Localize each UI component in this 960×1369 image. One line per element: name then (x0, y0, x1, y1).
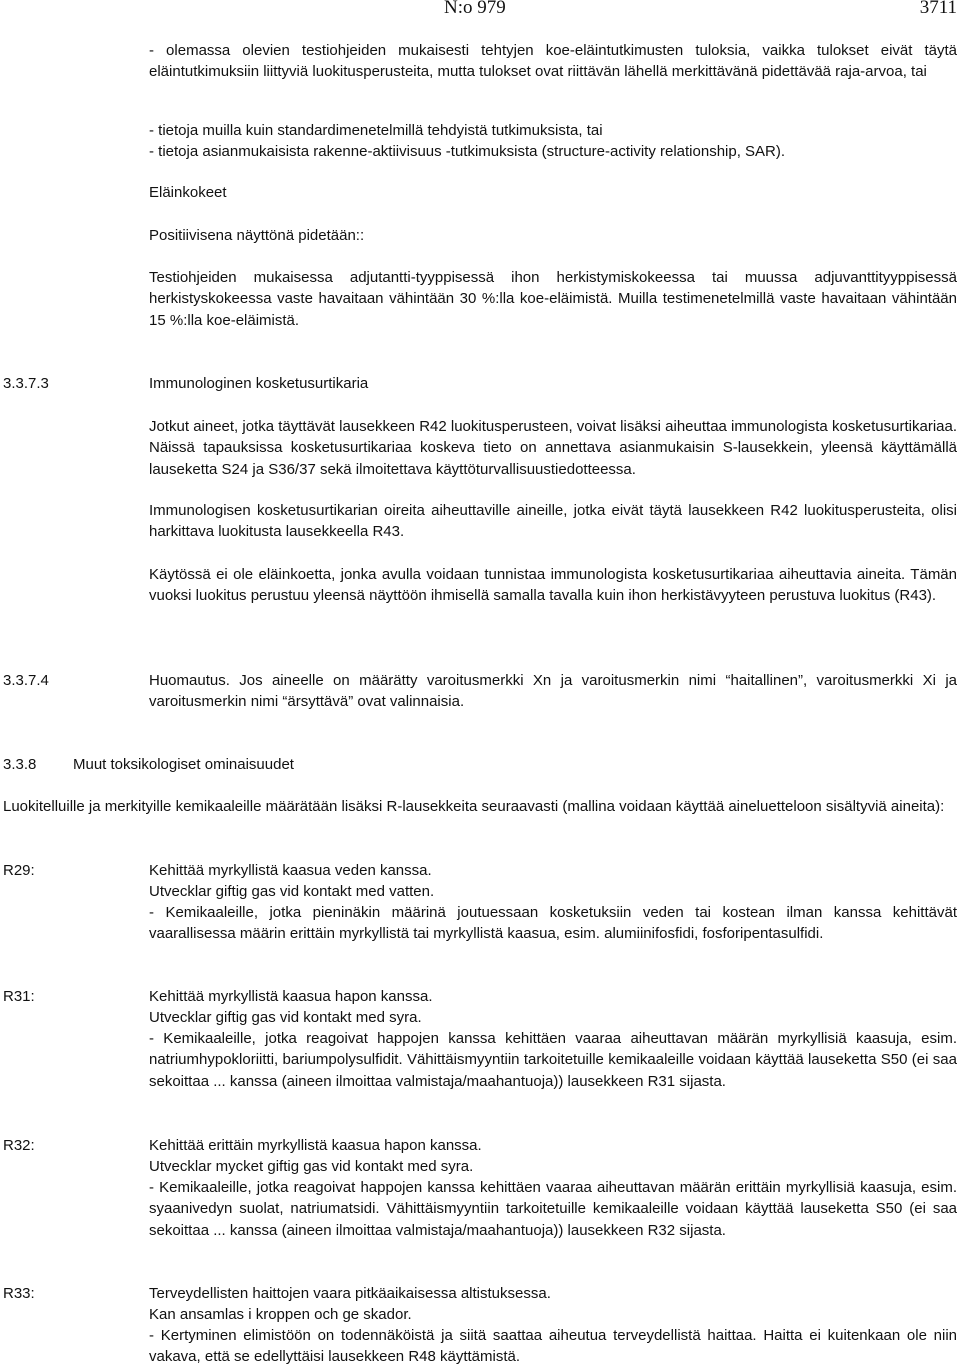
intro-bullet: - tietoja asianmukaisista rakenne-aktiivisuus -tutkimuksista (structure-activity relationship, SAR). (149, 143, 786, 160)
intro-bullet: - tietoja muilla kuin standardimenetelmillä tehdyistä tutkimuksista, tai (149, 122, 603, 139)
r-phrase-swedish: Utvecklar mycket giftig gas vid kontakt med syra. (149, 1158, 474, 1175)
page-number: 3711 (919, 0, 957, 18)
section-paragraph: Käytössä ei ole eläinkoetta, jonka avulla voidaan tunnistaa immunologista kosketusurtikariaa aiheuttavia aineita. Tämän vuoksi luokitus perustuu yleensä näyttöön ihmisellä samalla tavalla kuin ihon herkistävyyteen perustuva luokitus (R43). (149, 566, 957, 605)
r-phrase-swedish: Utvecklar giftig gas vid kontakt med vatten. (149, 883, 435, 900)
r-phrase-description: - Kemikaaleille, jotka pieninäkin määrinä joutuessaan kosketuksiin veden tai kostean ilman kanssa kehittävät vaarallisessa määrin erittäin myrkyllistä tai myrkyllistä kaasua, esim. alumiinifosfidi, fosforipentasulfidi. (149, 904, 957, 943)
note-paragraph: Huomautus. Jos aineelle on määrätty varoitusmerkki Xn ja varoitusmerkin nimi “haitallinen”, varoitusmerkki Xi ja varoitusmerkin nimi “ärsyttävä” ovat valinnaisia. (149, 672, 957, 711)
intro-paragraph: - olemassa olevien testiohjeiden mukaisesti tehtyjen koe-eläintutkimusten tuloksia, vaikka tulokset eivät täytä eläintutkimuksiin liittyviä luokitusperusteita, mutta tulokset ovat riittävän lähellä merkittävänä pidettävää raja-arvoa, tai (149, 42, 957, 81)
section-intro: Luokitelluille ja merkityille kemikaaleille määrätään lisäksi R-lausekkeita seuraavasti (mallina voidaan käyttää aineluetteloon sisältyviä aineita): (3, 798, 945, 815)
r-phrase-description: - Kertyminen elimistöön on todennäköistä ja siitä saattaa aiheutua terveydellistä haittaa. Haitta ei kuitenkaan ole niin vakava, että se edellyttäisi lausekkeen R48 käyttämistä. (149, 1327, 957, 1366)
r-phrase-finnish: Kehittää erittäin myrkyllistä kaasua hapon kanssa. (149, 1137, 482, 1154)
section-number: 3.3.8 (3, 756, 37, 773)
issue-number: N:o 979 (444, 0, 506, 18)
section-title: Muut toksikologiset ominaisuudet (73, 756, 294, 773)
section-paragraph: Jotkut aineet, jotka täyttävät lausekkeen R42 luokitusperusteen, voivat lisäksi aiheuttaa immunologista kosketusurtikariaa. Näissä tapauksissa kosketusurtikariaa koskeva tieto on annettava asianmukaisin S-lausekkein, yleensä käyttämällä lauseketta S24 ja S36/37 sekä ilmoitettava käyttöturvallisuustiedotteessa. (149, 418, 957, 478)
section-title: Immunologinen kosketusurtikaria (149, 375, 369, 392)
r-phrase-code: R33: (3, 1285, 35, 1302)
positive-evidence-paragraph: Testiohjeiden mukaisessa adjutantti-tyyppisessä ihon herkistymiskokeessa tai muussa adjuvanttityyppisessä herkistyskokeessa vaste havaitaan vähintään 30 %:lla koe-eläimistä. Muilla testimenetelmillä vaste havaitaan vähintään 15 %:lla koe-eläimistä. (149, 269, 957, 329)
r-phrase-code: R32: (3, 1137, 35, 1154)
r-phrase-description: - Kemikaaleille, jotka reagoivat happojen kanssa kehittäen vaaraa aiheuttavan määrän erittäin myrkyllisiä kaasuja, esim. syaanivedyn suolat, natriumatsidi. Vähittäismyyntiin tarkoitetuille kemikaaleille voidaan käyttää lauseketta S50 (ei saa sekoittaa ... kanssa (aineen ilmoittaa valmistaja/maahantuoja)) lausekkeen R32 sijasta. (149, 1179, 957, 1239)
positive-evidence-heading: Positiivisena näyttönä pidetään:: (149, 227, 365, 244)
section-number: 3.3.7.4 (3, 672, 49, 689)
animal-tests-heading: Eläinkokeet (149, 184, 227, 201)
r-phrase-code: R31: (3, 988, 35, 1005)
section-number: 3.3.7.3 (3, 375, 49, 392)
r-phrase-swedish: Utvecklar giftig gas vid kontakt med syra. (149, 1009, 422, 1026)
page-header (0, 0, 960, 20)
r-phrase-finnish: Kehittää myrkyllistä kaasua hapon kanssa. (149, 988, 433, 1005)
r-phrase-swedish: Kan ansamlas i kroppen och ge skador. (149, 1306, 412, 1323)
r-phrase-finnish: Kehittää myrkyllistä kaasua veden kanssa. (149, 862, 432, 879)
r-phrase-code: R29: (3, 862, 35, 879)
section-paragraph: Immunologisen kosketusurtikarian oireita aiheuttaville aineille, jotka eivät täytä lausekkeen R42 luokitusperusteita, olisi harkittava luokitusta lausekkeella R43. (149, 502, 957, 541)
r-phrase-description: - Kemikaaleille, jotka reagoivat happojen kanssa kehittäen vaaraa aiheuttavan määrän myrkyllisiä kaasuja, esim. natriumhypokloriitti, bariumpolysulfidit. Vähittäismyyntiin tarkoitetuille kemikaaleille voidaan käyttää lauseketta S50 (ei saa sekoittaa ... kanssa (aineen ilmoittaa valmistaja/maahantuoja)) lausekkeen R31 sijasta. (149, 1030, 957, 1090)
r-phrase-finnish: Terveydellisten haittojen vaara pitkäaikaisessa altistuksessa. (149, 1285, 551, 1302)
